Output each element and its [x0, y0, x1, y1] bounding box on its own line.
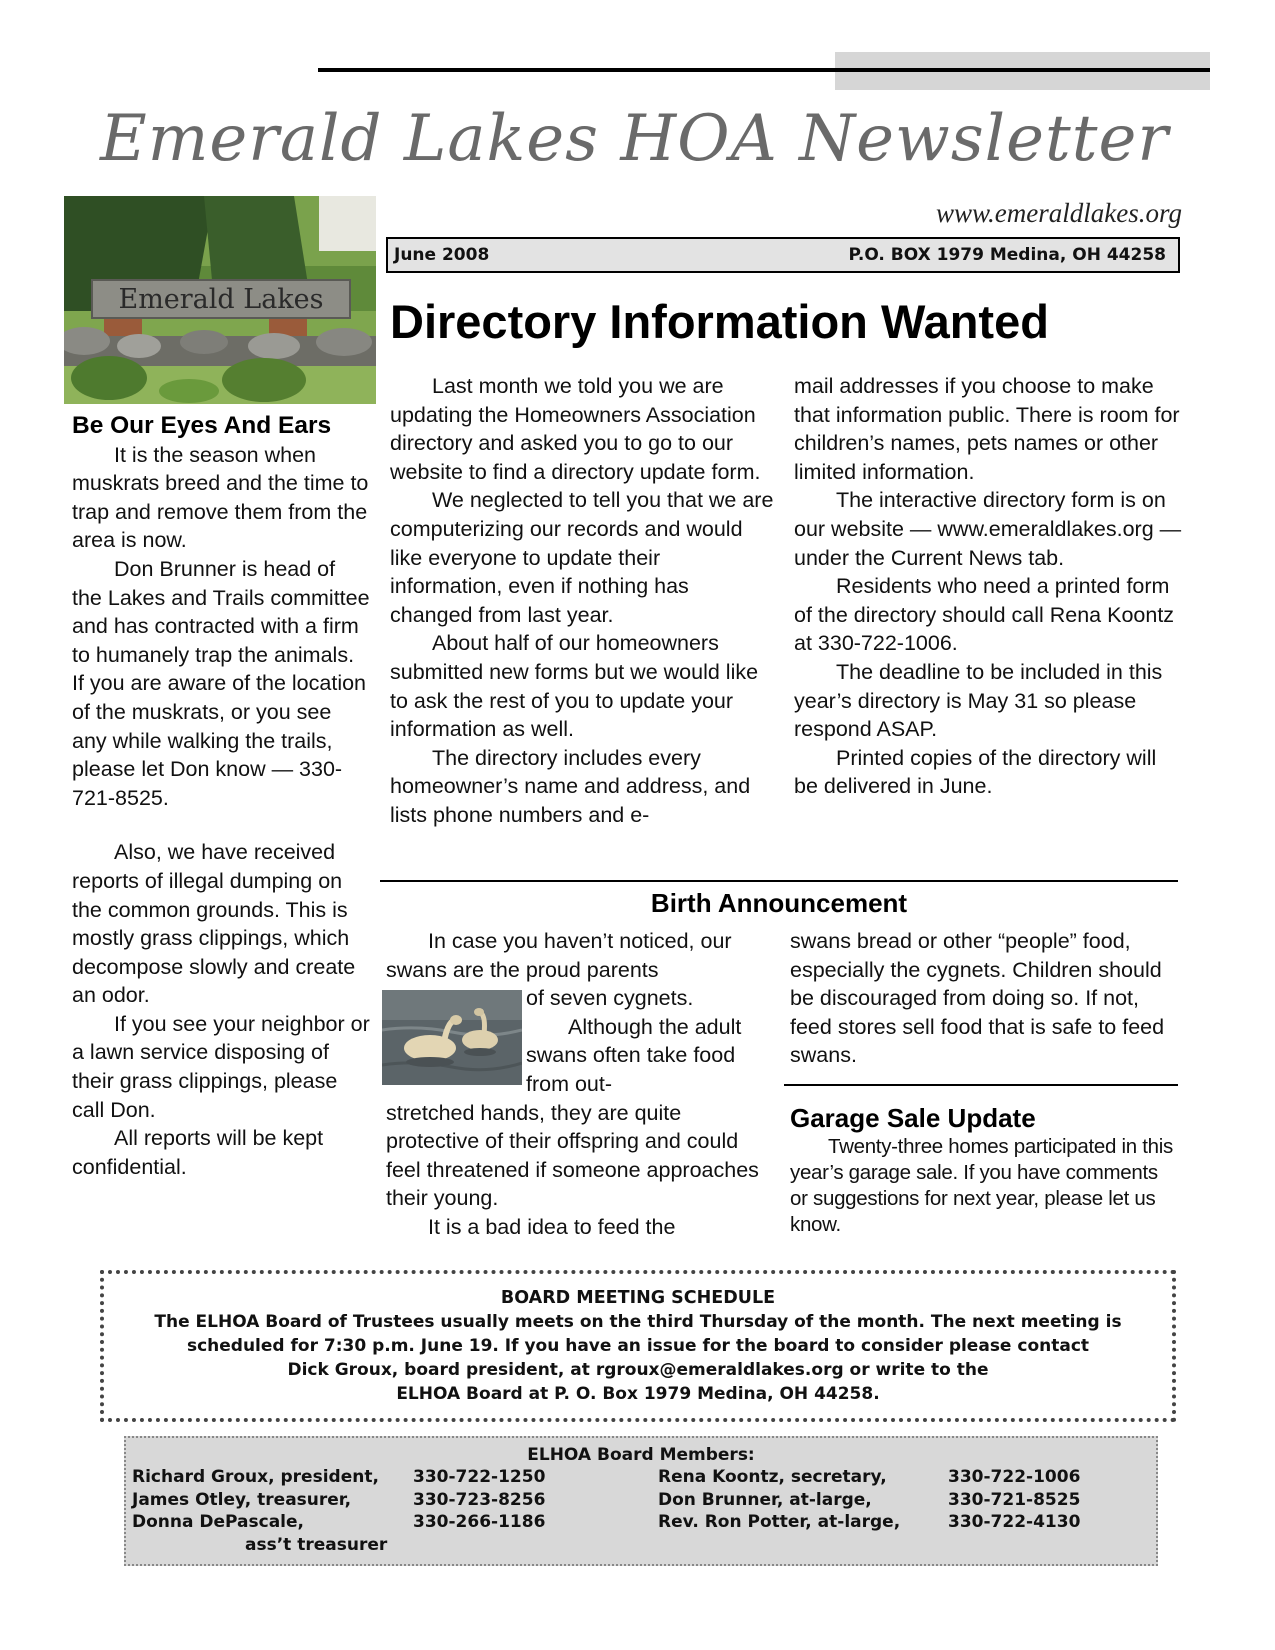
- cygnets-photo: [382, 990, 522, 1085]
- member-name: Richard Groux, president,: [132, 1467, 379, 1487]
- eyes-ears-paragraph: All reports will be kept confidential.: [72, 1126, 324, 1179]
- member-phone: 330-722-4130: [948, 1512, 1081, 1532]
- directory-column-2: [794, 372, 1184, 801]
- members-right-phones: [948, 1466, 1080, 1534]
- directory-continuation: mail addresses if you choose to make that information public. There is room for children’s names, pets names or other limited information.: [794, 374, 1180, 484]
- emerald-lakes-sign-photo: [64, 196, 376, 404]
- birth-paragraph: In case you haven’t noticed, our swans are the proud parents: [386, 929, 732, 982]
- section-divider: [380, 880, 1178, 882]
- eyes-ears-paragraph: Also, we have received reports of illegal dumping on the common grounds. This is mostly grass clippings, which decompose slowly and create an odor.: [72, 840, 356, 1008]
- board-meeting-line: scheduled for 7:30 p.m. June 19. If you have an issue for the board to consider please contact: [186, 1336, 1090, 1356]
- mailing-address: P.O. BOX 1979 Medina, OH 44258: [848, 245, 1166, 265]
- directory-paragraph: Last month we told you we are updating the Homeowners Association directory and asked you to go to our website to find a directory update form.: [390, 374, 761, 484]
- eyes-ears-article: [72, 412, 370, 1181]
- birth-continuation: swans bread or other “people” food, especially the cygnets. Children should be discouraged from doing so. If not, feed stores sell food that is safe to feed swans.: [790, 929, 1165, 1068]
- directory-paragraph: The interactive directory form is on our website — www.emeraldlakes.org — under the Current News tab.: [794, 488, 1182, 570]
- members-right-names: [658, 1466, 900, 1534]
- garage-sale-article: [790, 1103, 1180, 1238]
- eyes-ears-heading: Be Our Eyes And Ears: [72, 412, 332, 439]
- dateline-bar: [386, 237, 1180, 273]
- member-phone: 330-723-8256: [413, 1489, 546, 1510]
- members-left-names: [132, 1466, 387, 1556]
- garage-heading: Garage Sale Update: [790, 1103, 1036, 1133]
- directory-paragraph: The directory includes every homeowner’s name and address, and lists phone numbers and e-: [390, 745, 751, 827]
- sign-lettering: Emerald Lakes: [118, 284, 324, 315]
- website-url: www.emeraldlakes.org: [936, 198, 1182, 228]
- member-name: Don Brunner, at-large,: [658, 1489, 872, 1510]
- directory-paragraph: The deadline to be included in this year’s directory is May 31 so please respond ASAP.: [794, 659, 1163, 742]
- board-meeting-box: [100, 1270, 1176, 1422]
- directory-paragraph: About half of our homeowners submitted new forms but we would like to ask the rest of you to update your information as well.: [390, 631, 759, 742]
- directory-paragraph: We neglected to tell you that we are computerizing our records and would like everyone to update their information, even if nothing has changed from last year.: [390, 488, 774, 627]
- member-phone: 330-722-1250: [413, 1467, 546, 1487]
- directory-paragraph: Residents who need a printed form of the directory should call Rena Koontz at 330-722-1006.: [794, 574, 1175, 656]
- members-left-phones: [413, 1466, 545, 1534]
- board-meeting-line: Dick Groux, board president, at rgroux@emeraldlakes.org or write to the: [287, 1360, 989, 1380]
- directory-paragraph: Printed copies of the directory will be delivered in June.: [794, 745, 1157, 799]
- birth-heading: Birth Announcement: [650, 888, 908, 918]
- issue-date: June 2008: [394, 245, 490, 265]
- birth-text-wrap: Although the adult swans often take food from out-: [526, 1014, 742, 1096]
- birth-column-2: [790, 927, 1180, 1070]
- member-phone: 330-722-1006: [948, 1467, 1081, 1487]
- masthead-rule: [318, 68, 1210, 72]
- garage-text: Twenty-three homes participated in this year’s garage sale. If you have comments or suggestions for next year, please let us know.: [790, 1135, 1173, 1236]
- eyes-ears-paragraph: It is the season when muskrats breed and the time to trap and remove them from the area is now.: [72, 442, 369, 553]
- birth-paragraph: stretched hands, they are quite protective of their offspring and could feel threatened if someone approaches their young.: [386, 1100, 759, 1211]
- board-meeting-line: ELHOA Board at P. O. Box 1979 Medina, OH 44258.: [396, 1384, 880, 1404]
- section-divider: [784, 1084, 1178, 1086]
- member-name: Donna DePascale,: [132, 1512, 304, 1532]
- headline: Directory Information Wanted: [390, 295, 1049, 348]
- board-meeting-heading: BOARD MEETING SCHEDULE: [500, 1288, 776, 1308]
- eyes-ears-paragraph: If you see your neighbor or a lawn service disposing of their grass clippings, please call Don.: [72, 1011, 370, 1122]
- newsletter-title: Emerald Lakes HOA Newsletter: [100, 102, 1169, 176]
- member-phone: 330-266-1186: [413, 1512, 546, 1532]
- directory-column-1: [390, 372, 775, 830]
- members-heading: ELHOA Board Members:: [527, 1445, 755, 1465]
- member-title-extra: ass’t treasurer: [245, 1534, 388, 1555]
- member-phone: 330-721-8525: [948, 1489, 1081, 1510]
- birth-paragraph: It is a bad idea to feed the: [428, 1214, 676, 1239]
- member-name: Rena Koontz, secretary,: [658, 1467, 887, 1487]
- eyes-ears-paragraph: Don Brunner is head of the Lakes and Trails committee and has contracted with a firm to humanely trap the animals. If you are aware of the location of the muskrats, or you see any while walking the trails, please let Don know — 330-721-8525.: [72, 556, 370, 810]
- board-meeting-line: The ELHOA Board of Trustees usually meets on the third Thursday of the month. The next meeting is: [154, 1312, 1122, 1332]
- member-name: Rev. Ron Potter, at-large,: [658, 1512, 901, 1532]
- board-members-box: [124, 1436, 1158, 1566]
- member-name: James Otley, treasurer,: [132, 1489, 352, 1510]
- birth-text-wrap: of seven cygnets.: [526, 986, 694, 1011]
